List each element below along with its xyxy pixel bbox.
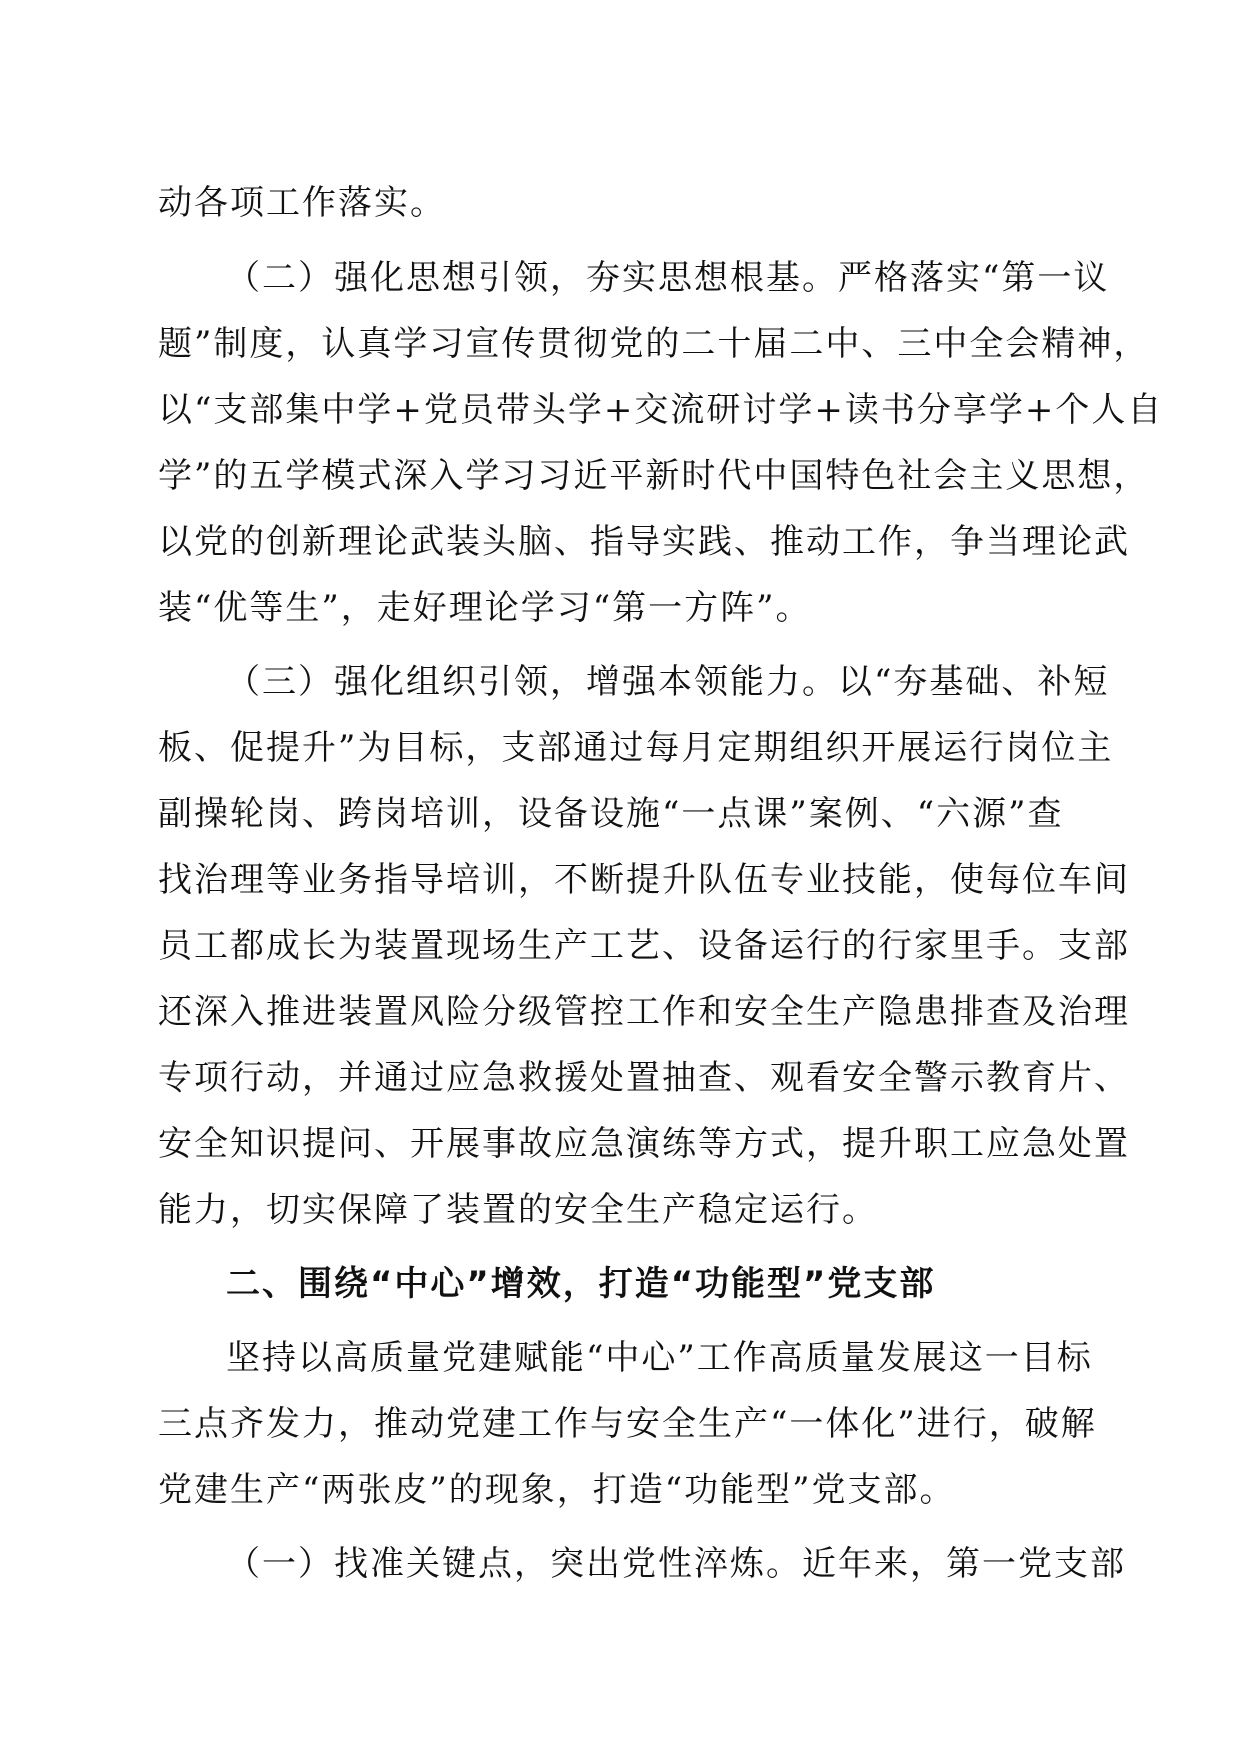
text-line: 员工都成长为装置现场生产工艺、设备运行的行家里手。支部 [158,926,1130,966]
text-line: 坚持以高质量党建赋能“中心”工作高质量发展这一目标 [226,1338,1093,1378]
text-line: 党建生产“两张皮”的现象，打造“功能型”党支部。 [158,1470,956,1510]
text-line: 学”的五学模式深入学习习近平新时代中国特色社会主义思想， [158,456,1150,496]
text-line: 以党的创新理论武装头脑、指导实践、推动工作，争当理论武 [158,522,1130,562]
text-line: 三点齐发力，推动党建工作与安全生产“一体化”进行，破解 [158,1404,1097,1444]
text-line: 动各项工作落实。 [158,183,446,223]
text-line: （三）强化组织引领，增强本领能力。以“夯基础、补短 [226,662,1110,702]
text-line: （一）找准关键点，突出党性淬炼。近年来，第一党支部 [226,1544,1126,1584]
section-heading: 二、围绕“中心”增效，打造“功能型”党支部 [226,1264,936,1304]
text-line: 板、促提升”为目标，支部通过每月定期组织开展运行岗位主 [158,728,1114,768]
text-line: 专项行动，并通过应急救援处置抽查、观看安全警示教育片、 [158,1058,1130,1098]
text-line: 还深入推进装置风险分级管控工作和安全生产隐患排查及治理 [158,992,1130,1032]
text-line: 找治理等业务指导培训，不断提升队伍专业技能，使每位车间 [158,860,1130,900]
text-line: 装“优等生”，走好理论学习“第一方阵”。 [158,588,812,628]
text-line: 题”制度，认真学习宣传贯彻党的二十届二中、三中全会精神， [158,324,1150,364]
text-line: 副操轮岗、跨岗培训，设备设施“一点课”案例、“六源”查 [158,794,1064,834]
text-line: 以“支部集中学+党员带头学+交流研讨学+读书分享学+个人自 [158,390,1164,430]
text-line: （二）强化思想引领，夯实思想根基。严格落实“第一议 [226,258,1110,298]
text-line: 安全知识提问、开展事故应急演练等方式，提升职工应急处置 [158,1124,1130,1164]
text-line: 能力，切实保障了装置的安全生产稳定运行。 [158,1190,878,1230]
